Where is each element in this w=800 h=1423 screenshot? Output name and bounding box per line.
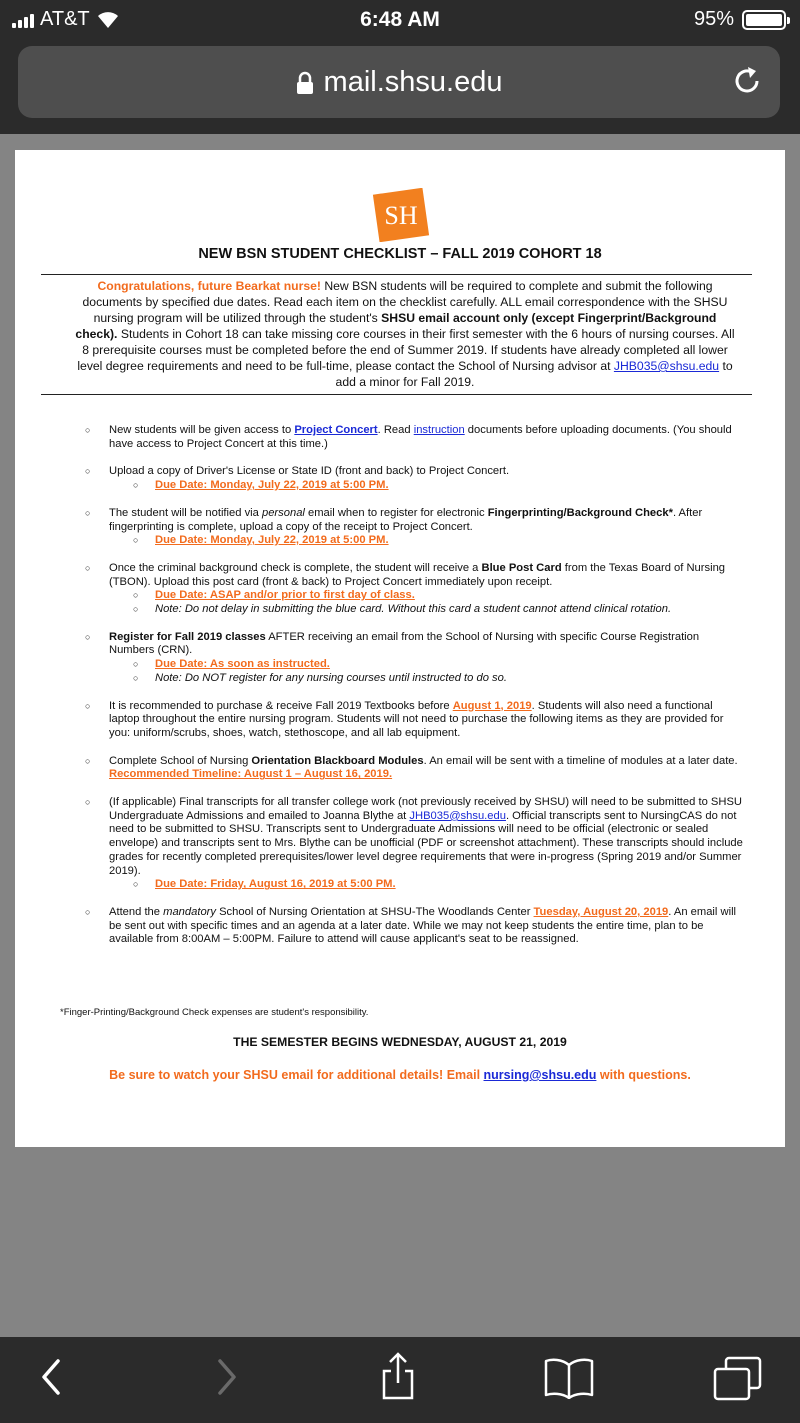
congrats-text: Congratulations, future Bearkat nurse! [97, 279, 321, 293]
footnote: *Finger-Printing/Background Check expenses are student's responsibility. [60, 1007, 369, 1018]
browser-chrome [0, 42, 800, 134]
textbook-date: August 1, 2019 [452, 699, 532, 712]
due-date: Due Date: Monday, July 22, 2019 at 5:00 PM. [155, 479, 389, 492]
nursing-email-link[interactable]: nursing@shsu.edu [483, 1068, 597, 1082]
list-item: ○ The student will be notified via personal email when to register for electronic Fingerprinting/Background Check*. After fingerprinting is complete, upload a copy of the receipt to Project Concert. ○ Due Date: Monday, July 22, 2019 at 5:00 PM. [85, 507, 745, 548]
instruction-link[interactable]: instruction [413, 424, 465, 436]
browser-toolbar [0, 1337, 800, 1423]
orientation-date: Tuesday, August 20, 2019 [533, 905, 669, 918]
recommended-timeline: Recommended Timeline: August 1 – August 16, 2019. [109, 768, 393, 781]
svg-text:SH: SH [384, 201, 418, 230]
watch-email-notice: Be sure to watch your SHSU email for additional details! Email nursing@shsu.edu with questions. [109, 1068, 691, 1082]
list-item: ○ Upload a copy of Driver's License or State ID (front and back) to Project Concert. ○ Due Date: Monday, July 22, 2019 at 5:00 PM. [85, 465, 745, 492]
battery-percent: 95% [693, 8, 734, 30]
due-date: Due Date: As soon as instructed. [155, 658, 330, 671]
url-text: mail.shsu.edu [323, 66, 503, 98]
due-date: Due Date: Friday, August 16, 2019 at 5:00 PM. [155, 878, 396, 891]
intro-paragraph: Congratulations, future Bearkat nurse! New BSN students will be required to complete and submit the following documents by specified due dates. Read each item on the checklist carefully. ALL email correspondence with the SHSU nursing program will be utilized through the student's SHSU email account only (except Fingerprint/Background check). Students in Cohort 18 can take missing core courses in their first semester with the 6 hours of nursing courses. All 8 prerequisite courses must be completed before the end of Summer 2019. If students have already completed all lower level degree requirements and need to be full-time, please contact the School of Nursing advisor at JHB035@shsu.edu to add a minor for Fall 2019. [75, 279, 735, 389]
share-icon[interactable] [378, 1351, 418, 1401]
shsu-logo [370, 188, 432, 242]
checklist [85, 424, 745, 961]
document-page [15, 150, 785, 1147]
status-bar [0, 0, 800, 42]
list-item: ○ Once the criminal background check is complete, the student will receive a Blue Post Card from the Texas Board of Nursing (TBON). Upload this post card (front & back) to Project Concert immediately upon receipt. ○ Due Date: ASAP and/or prior to first day of class. ○ Note: Do not delay in submitting the blue card. Without this card a student cannot attend clinical rotation. [85, 562, 745, 617]
battery-icon [742, 10, 786, 30]
divider [41, 394, 752, 395]
list-item: ○ Attend the mandatory School of Nursing Orientation at SHSU-The Woodlands Center Tuesday, August 20, 2019. An email will be sent out with specific times and an agenda at a later date. While we may not keep students the entire time, plan to be available from 8:00AM – 5:00PM. Failure to attend will cause applicant's seat to be reassigned. [85, 906, 745, 947]
bookmarks-icon[interactable] [542, 1357, 596, 1399]
advisor-email-link[interactable]: JHB035@shsu.edu [613, 359, 720, 373]
list-item: ○ Complete School of Nursing Orientation Blackboard Modules. An email will be sent with a timeline of modules at a later date. Recommended Timeline: August 1 – August 16, 2019. [85, 755, 745, 782]
tabs-icon[interactable] [712, 1355, 764, 1403]
page-title: NEW BSN STUDENT CHECKLIST – FALL 2019 COHORT 18 [198, 246, 602, 262]
note: Note: Do not delay in submitting the blue card. Without this card a student cannot attend clinical rotation. [155, 603, 672, 616]
lock-icon [296, 71, 314, 95]
battery [694, 8, 786, 31]
list-item: ○ It is recommended to purchase & receive Fall 2019 Textbooks before August 1, 2019. Students will also need a functional laptop throughout the entire nursing program. Students will not need to purchase the following items as they are provided for you: uniform/scrubs, shoes, watch, stethoscope, and all lab equipment. [85, 700, 745, 741]
list-item: ○ (If applicable) Final transcripts for all transfer college work (not previously received by SHSU) will need to be submitted to SHSU Undergraduate Admissions and emailed to Joanna Blythe at JHB035@shsu.edu. Official transcripts sent to NursingCAS do not need to be submitted to SHSU. Transcripts sent to Undergraduate Admissions will need to be official (electronic or sealed envelope) and transcripts sent to Mrs. Blythe can be unofficial (PDF or screenshot attachment). These transcripts should include grades for recently completed prerequisites/lower level degree requirements that were in-progress (Spring 2019 and/or Summer 2019). ○ Due Date: Friday, August 16, 2019 at 5:00 PM. [85, 796, 745, 892]
list-item: ○ New students will be given access to Project Concert. Read instruction documents before uploading documents. (You should have access to Project Concert at this time.) [85, 424, 745, 451]
divider [41, 274, 752, 275]
due-date: Due Date: Monday, July 22, 2019 at 5:00 PM. [155, 534, 389, 547]
carrier-name: AT&T [40, 8, 90, 30]
forward-icon[interactable] [212, 1355, 242, 1399]
project-concert-link[interactable]: Project Concert [294, 424, 378, 436]
list-item: ○ Register for Fall 2019 classes AFTER receiving an email from the School of Nursing with specific Course Registration Numbers (CRN). ○ Due Date: As soon as instructed. ○ Note: Do NOT register for any nursing courses until instructed to do so. [85, 631, 745, 686]
reload-icon[interactable] [730, 64, 764, 98]
back-icon[interactable] [36, 1355, 66, 1399]
semester-begins: THE SEMESTER BEGINS WEDNESDAY, AUGUST 21, 2019 [233, 1035, 567, 1049]
note: Note: Do NOT register for any nursing courses until instructed to do so. [155, 671, 507, 684]
due-date: Due Date: ASAP and/or prior to first day of class. [155, 589, 415, 602]
address-bar[interactable] [18, 46, 780, 118]
url-display[interactable] [18, 66, 780, 99]
clock: 6:48 AM [360, 8, 440, 31]
blythe-email-link[interactable]: JHB035@shsu.edu [409, 809, 506, 822]
